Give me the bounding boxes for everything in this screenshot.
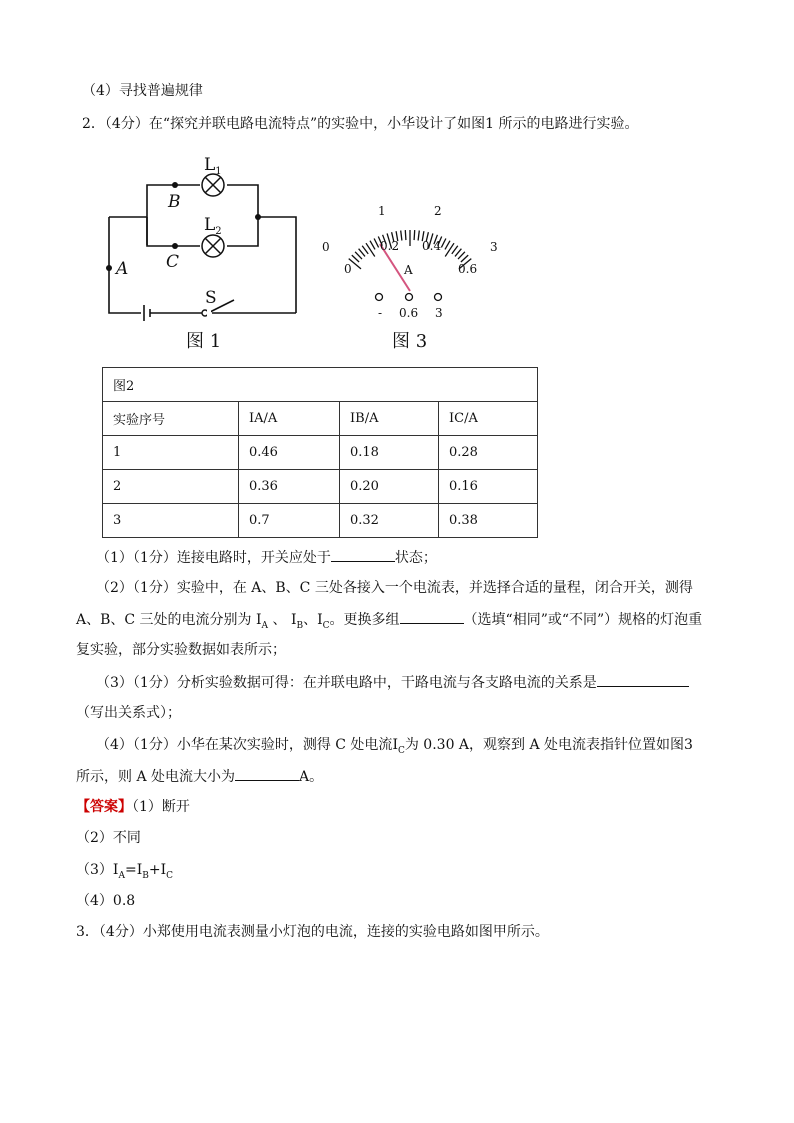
- table-cell: 0.16: [439, 470, 538, 504]
- lamp-l1-label: L: [204, 155, 216, 175]
- subquestion-3-line2: （写出关系式）；: [76, 705, 181, 721]
- scale-tick: [452, 246, 458, 254]
- scale-tick: [458, 252, 465, 259]
- table-cell: 1: [103, 436, 239, 470]
- scale-tick: [374, 239, 379, 248]
- terminal-3-label: 3: [435, 306, 443, 320]
- ammeter-figure-3: [318, 200, 508, 355]
- answer-blank-4: [235, 766, 299, 781]
- subquestion-1: （1）（1分）连接电路时，开关应处于 状态；: [96, 547, 437, 568]
- scale-tick: [401, 231, 402, 241]
- table-cell: 0.7: [239, 504, 340, 538]
- scale-top-0: 0: [322, 240, 330, 254]
- point-c-label: C: [166, 252, 180, 272]
- table-row: [103, 504, 538, 538]
- scale-top-3: 3: [490, 240, 498, 254]
- scale-tick: [441, 239, 446, 248]
- scale-bottom-0-2: 0.2: [380, 239, 400, 253]
- table-cell: 0.20: [340, 470, 439, 504]
- table-cell: 0.46: [239, 436, 340, 470]
- scale-top-2: 2: [434, 204, 442, 218]
- answer-blank-1: [331, 547, 395, 562]
- point-b-label: B: [168, 192, 181, 212]
- subquestion-4-line1: （4）（1分）小华在某次实验时，测得 C 处电流$I_C$为 0.30 A，观察到 A 处电流表指针位置如图3: [96, 737, 693, 756]
- table-header: IC/A: [439, 402, 538, 436]
- table-cell: 0.38: [439, 504, 538, 538]
- unit-a-label: A: [404, 263, 413, 277]
- scale-tick: [461, 255, 468, 262]
- scale-tick: [366, 243, 375, 256]
- answer-blank-3: [597, 672, 689, 687]
- table-cell: 0.18: [340, 436, 439, 470]
- point-a-label: A: [116, 259, 129, 279]
- question-3-title: 3．（4分）小郑使用电流表测量小灯泡的电流，连接的实验电路如图甲所示。: [76, 924, 549, 940]
- table-cell: 0.28: [439, 436, 538, 470]
- terminal-0-6-label: 0.6: [399, 306, 419, 320]
- subquestion-2-line1: （2）（1分）实验中，在 A、B、C 三处各接入一个电流表，并选择合适的量程，闭合开关，测得: [96, 580, 693, 596]
- table-cell: 0.36: [239, 470, 340, 504]
- subquestion-4-line2: 所示，则 A 处电流大小为 A。: [76, 766, 323, 787]
- answer-4: （4）0.8: [76, 893, 136, 909]
- scale-top-1: 1: [378, 204, 386, 218]
- table-caption: 图2: [103, 368, 538, 402]
- circuit-diagram-figure-1: [100, 150, 310, 355]
- answer-section: 【答案】（1）断开: [76, 799, 190, 815]
- table-header: IB/A: [340, 402, 439, 436]
- scale-tick: [418, 231, 419, 241]
- lamp-l2-label: L: [204, 215, 216, 235]
- switch-s-label: S: [205, 288, 217, 308]
- terminal-minus-label: -: [378, 306, 383, 320]
- scale-tick: [405, 230, 406, 240]
- answer-blank-2: [400, 609, 464, 624]
- terminal-0-6: [406, 294, 413, 301]
- table-row: [103, 470, 538, 504]
- scale-tick: [352, 255, 359, 262]
- scale-tick: [370, 241, 375, 250]
- scale-bottom-0-6: 0.6: [458, 262, 478, 276]
- scale-bottom-0-4: 0.4: [422, 239, 442, 253]
- scale-tick: [445, 243, 454, 256]
- answer-3: $(3)I_A=I_B+I_C$: [76, 862, 173, 881]
- answer-label: 【答案】: [76, 799, 132, 815]
- table-header: 实验序号: [103, 402, 239, 436]
- data-table: [102, 367, 538, 538]
- table-row: [103, 436, 538, 470]
- scale-tick: [455, 249, 461, 257]
- terminal-minus: [376, 294, 383, 301]
- svg-text:L2: $L_2$: [204, 215, 222, 237]
- figure-1-caption: 图 1: [186, 331, 222, 352]
- answer-2: （2）不同: [76, 830, 141, 846]
- table-cell: 0.32: [340, 504, 439, 538]
- question-2-title: 2．（4分）在“探究并联电路电流特点”的实验中，小华设计了如图1 所示的电路进行实验。: [82, 116, 639, 132]
- table-cell: 2: [103, 470, 239, 504]
- terminal-3: [435, 294, 442, 301]
- scale-bottom-0: 0: [344, 262, 352, 276]
- scale-tick: [359, 249, 365, 257]
- scale-tick: [414, 230, 415, 240]
- subquestion-2-line3: 复实验，部分实验数据如表所示；: [76, 642, 286, 658]
- table-header-row: [103, 402, 538, 436]
- prev-answer-4: （4）寻找普遍规律: [82, 83, 203, 99]
- subquestion-2-line2: A、B、C 三处的电流分别为 $I_A$ 、 $I_B$、$I_C$。更换多组 （选填“相同”或“不同”）规格的灯泡重: [76, 609, 702, 636]
- table-cell: 3: [103, 504, 239, 538]
- subquestion-3: （3）（1分）分析实验数据可得：在并联电路中，干路电流与各支路电流的关系是: [96, 672, 689, 693]
- scale-tick: [362, 246, 368, 254]
- scale-tick: [355, 252, 362, 259]
- scale-tick: [445, 241, 450, 250]
- table-header: IA/A: [239, 402, 340, 436]
- figure-3-caption: 图 3: [392, 331, 428, 352]
- svg-text:L1: $L_1$: [204, 155, 222, 177]
